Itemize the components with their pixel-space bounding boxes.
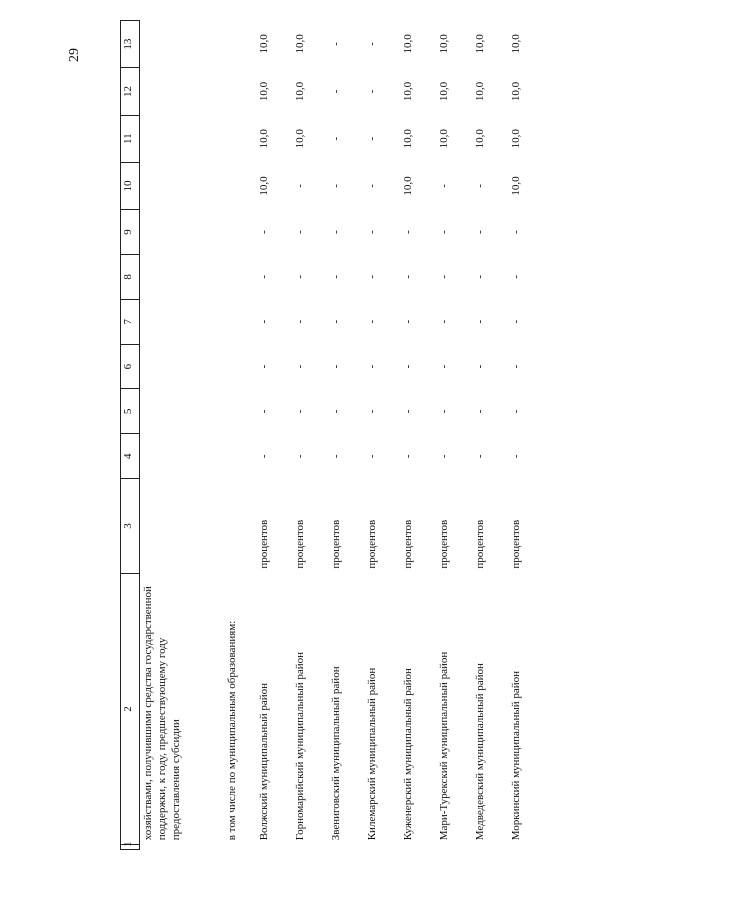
value-cell-10: - bbox=[436, 162, 472, 209]
value-cell-9: - bbox=[364, 210, 400, 255]
value-cell-12: - bbox=[328, 68, 364, 115]
municipality-name: Горномарийский муниципальный район bbox=[292, 573, 328, 845]
value-cell-13: 10,0 bbox=[472, 21, 508, 68]
table-row bbox=[292, 21, 328, 850]
unit-cell: процентов bbox=[472, 479, 508, 573]
subheading-text: в том числе по муниципальным образованиям: bbox=[224, 573, 256, 845]
value-cell-5: - bbox=[508, 389, 544, 434]
unit-cell: процентов bbox=[436, 479, 472, 573]
header-col-8: 8 bbox=[121, 254, 140, 299]
value-cell-8: - bbox=[436, 254, 472, 299]
municipality-name: Звениговский муниципальный район bbox=[328, 573, 364, 845]
value-cell-11: - bbox=[328, 115, 364, 162]
unit-cell: процентов bbox=[256, 479, 292, 573]
value-cell-5: - bbox=[436, 389, 472, 434]
value-cell-11: 10,0 bbox=[256, 115, 292, 162]
municipality-name: Куженерский муниципальный район bbox=[400, 573, 436, 845]
value-cell-6: - bbox=[400, 344, 436, 389]
value-cell-8: - bbox=[328, 254, 364, 299]
table-row bbox=[472, 21, 508, 850]
table-row-intro bbox=[140, 21, 225, 850]
value-cell-12: 10,0 bbox=[400, 68, 436, 115]
header-col-1: 1 bbox=[121, 845, 140, 850]
header-col-13: 13 bbox=[121, 21, 140, 68]
value-cell-6: - bbox=[328, 344, 364, 389]
value-cell-5: - bbox=[364, 389, 400, 434]
value-cell-12: 10,0 bbox=[256, 68, 292, 115]
value-cell-7: - bbox=[256, 299, 292, 344]
value-cell-5: - bbox=[400, 389, 436, 434]
value-cell-13: 10,0 bbox=[436, 21, 472, 68]
value-cell-11: 10,0 bbox=[472, 115, 508, 162]
value-cell-8: - bbox=[400, 254, 436, 299]
value-cell-12: 10,0 bbox=[292, 68, 328, 115]
value-cell-13: 10,0 bbox=[256, 21, 292, 68]
value-cell-4: - bbox=[292, 434, 328, 479]
value-cell-7: - bbox=[292, 299, 328, 344]
header-col-10: 10 bbox=[121, 162, 140, 209]
value-cell-5: - bbox=[472, 389, 508, 434]
municipality-name: Килемарский муниципальный район bbox=[364, 573, 400, 845]
indicator-table bbox=[120, 20, 544, 850]
value-cell-7: - bbox=[400, 299, 436, 344]
value-cell-7: - bbox=[472, 299, 508, 344]
header-col-5: 5 bbox=[121, 389, 140, 434]
unit-cell: процентов bbox=[292, 479, 328, 573]
municipality-name: Моркинский муниципальный район bbox=[508, 573, 544, 845]
value-cell-13: 10,0 bbox=[508, 21, 544, 68]
value-cell-11: - bbox=[364, 115, 400, 162]
value-cell-6: - bbox=[256, 344, 292, 389]
value-cell-9: - bbox=[508, 210, 544, 255]
unit-cell: процентов bbox=[364, 479, 400, 573]
table-row bbox=[364, 21, 400, 850]
value-cell-4: - bbox=[328, 434, 364, 479]
header-col-9: 9 bbox=[121, 210, 140, 255]
value-cell-9: - bbox=[436, 210, 472, 255]
header-col-11: 11 bbox=[121, 115, 140, 162]
value-cell-8: - bbox=[472, 254, 508, 299]
header-col-4: 4 bbox=[121, 434, 140, 479]
page-number bbox=[67, 46, 87, 66]
value-cell-10: 10,0 bbox=[400, 162, 436, 209]
value-cell-6: - bbox=[472, 344, 508, 389]
table-row bbox=[508, 21, 544, 850]
unit-cell: процентов bbox=[400, 479, 436, 573]
value-cell-13: - bbox=[364, 21, 400, 68]
value-cell-9: - bbox=[292, 210, 328, 255]
value-cell-5: - bbox=[328, 389, 364, 434]
unit-cell: процентов bbox=[328, 479, 364, 573]
intro-text: хозяйствами, получившими средства государственной поддержки, к году, предшествующему году предоставления субсидии bbox=[140, 573, 225, 845]
table-row-subheading bbox=[224, 21, 256, 850]
municipality-name: Медведевский муниципальный район bbox=[472, 573, 508, 845]
value-cell-7: - bbox=[328, 299, 364, 344]
value-cell-12: 10,0 bbox=[508, 68, 544, 115]
value-cell-8: - bbox=[292, 254, 328, 299]
value-cell-5: - bbox=[292, 389, 328, 434]
value-cell-10: - bbox=[364, 162, 400, 209]
value-cell-13: - bbox=[328, 21, 364, 68]
unit-cell: процентов bbox=[508, 479, 544, 573]
value-cell-4: - bbox=[400, 434, 436, 479]
value-cell-7: - bbox=[508, 299, 544, 344]
value-cell-9: - bbox=[256, 210, 292, 255]
table-header-row bbox=[121, 21, 140, 850]
table-row bbox=[328, 21, 364, 850]
value-cell-12: 10,0 bbox=[436, 68, 472, 115]
value-cell-10: 10,0 bbox=[508, 162, 544, 209]
page-number-text: 29 bbox=[67, 48, 82, 62]
value-cell-4: - bbox=[364, 434, 400, 479]
value-cell-12: - bbox=[364, 68, 400, 115]
value-cell-6: - bbox=[364, 344, 400, 389]
header-col-12: 12 bbox=[121, 68, 140, 115]
value-cell-6: - bbox=[292, 344, 328, 389]
value-cell-7: - bbox=[436, 299, 472, 344]
value-cell-9: - bbox=[472, 210, 508, 255]
value-cell-5: - bbox=[256, 389, 292, 434]
header-col-3: 3 bbox=[121, 479, 140, 573]
value-cell-6: - bbox=[436, 344, 472, 389]
value-cell-6: - bbox=[508, 344, 544, 389]
value-cell-8: - bbox=[256, 254, 292, 299]
value-cell-9: - bbox=[400, 210, 436, 255]
header-col-2: 2 bbox=[121, 573, 140, 845]
value-cell-10: - bbox=[328, 162, 364, 209]
value-cell-10: - bbox=[292, 162, 328, 209]
value-cell-11: 10,0 bbox=[400, 115, 436, 162]
value-cell-10: 10,0 bbox=[256, 162, 292, 209]
header-col-7: 7 bbox=[121, 299, 140, 344]
header-col-6: 6 bbox=[121, 344, 140, 389]
municipality-name: Мари-Турекский муниципальный район bbox=[436, 573, 472, 845]
value-cell-9: - bbox=[328, 210, 364, 255]
rotated-page bbox=[120, 20, 730, 850]
value-cell-4: - bbox=[436, 434, 472, 479]
table-row bbox=[436, 21, 472, 850]
value-cell-11: 10,0 bbox=[292, 115, 328, 162]
value-cell-10: - bbox=[472, 162, 508, 209]
value-cell-4: - bbox=[472, 434, 508, 479]
value-cell-4: - bbox=[256, 434, 292, 479]
value-cell-13: 10,0 bbox=[400, 21, 436, 68]
value-cell-13: 10,0 bbox=[292, 21, 328, 68]
table-row bbox=[256, 21, 292, 850]
value-cell-4: - bbox=[508, 434, 544, 479]
municipality-name: Волжский муниципальный район bbox=[256, 573, 292, 845]
value-cell-12: 10,0 bbox=[472, 68, 508, 115]
value-cell-11: 10,0 bbox=[436, 115, 472, 162]
table-row bbox=[400, 21, 436, 850]
value-cell-7: - bbox=[364, 299, 400, 344]
value-cell-8: - bbox=[508, 254, 544, 299]
value-cell-8: - bbox=[364, 254, 400, 299]
value-cell-11: 10,0 bbox=[508, 115, 544, 162]
